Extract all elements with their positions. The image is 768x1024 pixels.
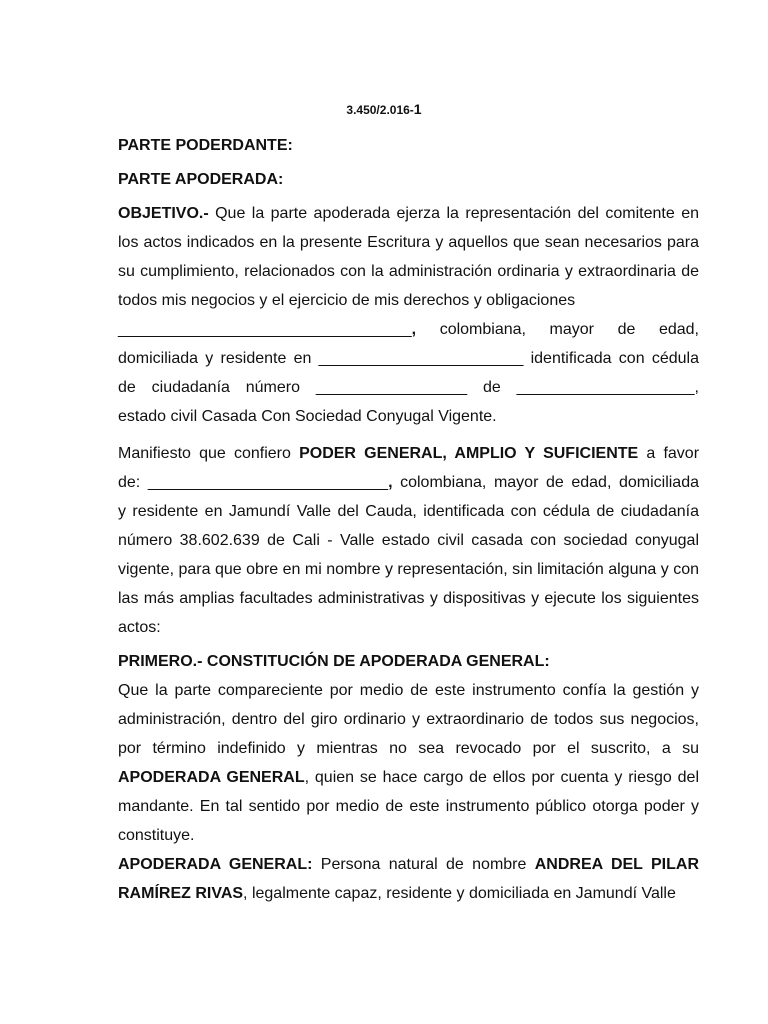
objetivo-label: OBJETIVO.- [118, 205, 209, 222]
document-body [118, 131, 699, 908]
identificacion-line-3: de ciudadanía número _________________ de ____________________, [118, 379, 699, 396]
parte-apoderada-heading: PARTE APODERADA: [118, 171, 284, 188]
manifiesto-line-2: de: ___________________________, colombiana, mayor de edad, domiciliada [118, 474, 699, 491]
name-blank: _________________________________ [118, 321, 412, 338]
poder-general-emphasis: PODER GENERAL, AMPLIO Y SUFICIENTE [299, 445, 639, 462]
identificacion-line-4: estado civil Casada Con Sociedad Conyugal Vigente. [118, 408, 497, 425]
manifiesto-line-1: Manifiesto que confiero PODER GENERAL, AMPLIO Y SUFICIENTE a favor [118, 445, 700, 462]
apoderada-general-emphasis: APODERADA GENERAL [118, 769, 305, 786]
apoderada-name: ANDREA DEL PILAR RAMÍREZ RIVAS [118, 856, 700, 902]
objetivo-paragraph [118, 199, 699, 315]
objetivo-text: Que la parte apoderada ejerza la representación del comitente en los actos indicados en la presente Escritura y aquellos que sean necesarios para su cumplimiento, relacionados con la administración ordinaria y extraordinaria de todos mis negocios y el ejercicio de mis derechos y obligaciones [118, 205, 699, 309]
identificacion-line-2: domiciliada y residente en _______________________ identificada con cédula [118, 350, 699, 367]
primero-paragraph: Que la parte compareciente por medio de este instrumento confía la gestión y administración, dentro del giro ordinario y extraordinario de todos sus negocios, por término indefinido y mientras no sea revocado por el suscrito, a su APODERADA GENERAL, quien se hace cargo de ellos por cuenta y riesgo del mandante. En tal sentido por medio de este instrumento público otorga poder y constituye. [118, 682, 699, 844]
identificacion-line-1: _________________________________, colombiana, mayor de edad, [118, 321, 699, 338]
reference-number-main: 3.450/2.016- [346, 103, 414, 117]
document-reference-number [0, 101, 768, 117]
primero-heading: PRIMERO.- CONSTITUCIÓN DE APODERADA GENERAL: [118, 653, 550, 670]
manifiesto-paragraph: y residente en Jamundí Valle del Cauda, identificada con cédula de ciudadanía número 38.602.639 de Cali - Valle estado civil casada con sociedad conyugal vigente, para que obre en mi nombre y representación, sin limitación alguna y con las más amplias facultades administrativas y dispositivas y ejecute los siguientes actos: [118, 503, 699, 636]
apoderada-general-paragraph: APODERADA GENERAL: Persona natural de nombre ANDREA DEL PILAR RAMÍREZ RIVAS, legalmente capaz, residente y domiciliada en Jamundí Valle [118, 856, 700, 902]
apoderada-general-label: APODERADA GENERAL: [118, 856, 313, 873]
parte-poderdante-heading: PARTE PODERDANTE: [118, 137, 293, 154]
reference-number-suffix: 1 [413, 101, 422, 117]
